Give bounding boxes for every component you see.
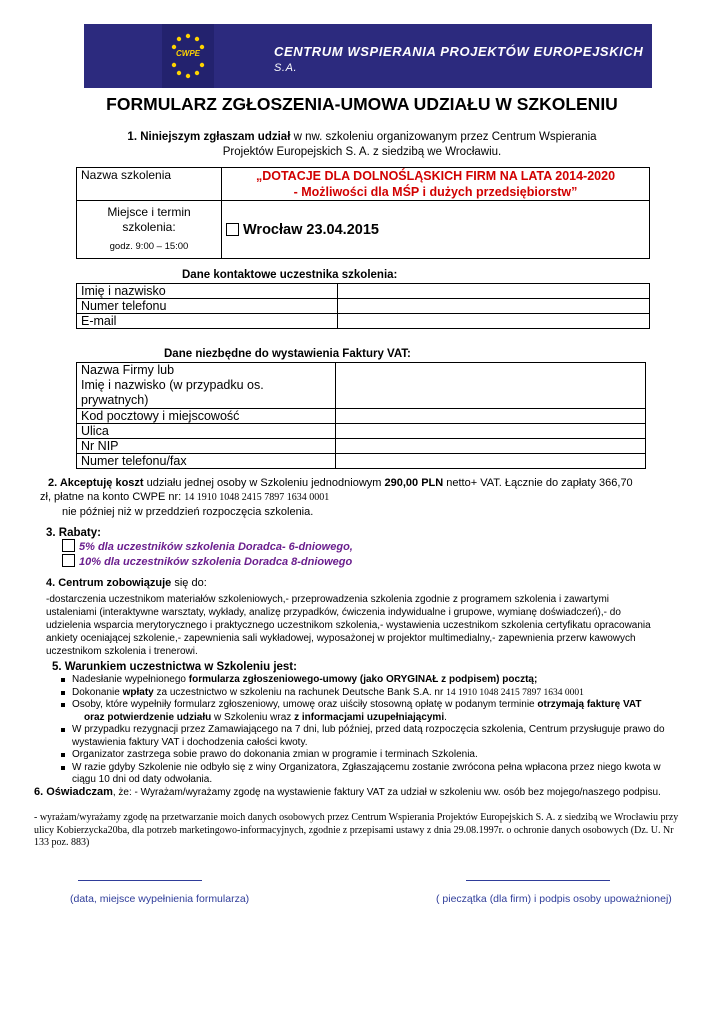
declaration-text: , że: - Wyrażam/wyrażamy zgodę na wystawienie faktury VAT za udział w szkoleniu ww. osób bez mojego/naszego podpisu. <box>112 787 661 798</box>
contact-input-name[interactable] <box>338 284 650 299</box>
invoice-company-line3: prywatnych) <box>81 393 149 407</box>
training-place-label-cell <box>77 201 222 259</box>
section-3-discounts <box>46 527 353 569</box>
conditions-list <box>58 674 686 787</box>
condition-2-text2: za uczestnictwo w szkoleniu na rachunek Deutsche Bank S.A. nr <box>153 686 447 698</box>
training-name-label: Nazwa szkolenia <box>77 168 222 201</box>
condition-2-text: Dokonanie <box>72 686 123 698</box>
invoice-label-postal: Kod pocztowy i miejscowość <box>77 409 336 424</box>
section-2-cost <box>40 476 690 519</box>
discount-10-checkbox[interactable] <box>62 554 75 567</box>
intro-line2: Projektów Europejskich S. A. z siedzibą we Wrocławiu. <box>222 146 502 158</box>
conditions-heading: 5. Warunkiem uczestnictwa w Szkoleniu jest: <box>52 661 297 673</box>
invoice-table <box>76 362 646 469</box>
condition-1-bold: formularza zgłoszeniowego-umowy (jako ORYGINAŁ z podpisem) pocztą; <box>188 674 538 685</box>
invoice-heading: Dane niezbędne do wystawienia Faktury VAT: <box>164 348 411 360</box>
condition-3-dot: . <box>444 711 447 723</box>
condition-3-text: Osoby, które wypełniły formularz zgłoszeniowy, umowę oraz uiściły stosowną opłatę w podanym terminie <box>72 699 538 710</box>
obligations-line3: udzielenia wsparcia merytorycznego i praktycznego uczestnikom szkolenia,- wystawienia uczestnikom szkolenia certyfikatu opracowania <box>46 620 651 631</box>
condition-4-text: W przypadku rezygnacji przez Zamawiającego na 7 dni, lub później, przed datą rozpoczęcia szkolenia, Centrum przysługuje prawo do wystawienia faktury VAT i dochodzenia całości kwoty. <box>72 724 665 748</box>
contact-label-phone: Numer telefonu <box>77 299 338 314</box>
training-hours: godz. 9:00 – 15:00 <box>109 241 189 252</box>
place-checkbox[interactable] <box>226 223 239 236</box>
intro-line1: w nw. szkoleniu organizowanym przez Centrum Wspierania <box>290 131 597 143</box>
invoice-company-line2: Imię i nazwisko (w przypadku os. <box>81 378 264 392</box>
page-title: FORMULARZ ZGŁOSZENIA-UMOWA UDZIAŁU W SZKOLENIU <box>106 94 618 114</box>
condition-3-text2: w Szkoleniu wraz <box>211 711 295 723</box>
contact-input-email[interactable] <box>338 314 650 329</box>
training-name-value <box>222 168 650 201</box>
obligations-line2: ustaleniami (interaktywne warsztaty, wykłady, analizę przypadków, ćwiczenia indywidualne i grupowe, wymianę doświadczeń),- do <box>46 607 621 618</box>
cost-price: 290,00 PLN <box>384 477 444 489</box>
training-place-value: Wrocław 23.04.2015 <box>243 221 379 238</box>
invoice-input-nip[interactable] <box>336 439 646 454</box>
training-table <box>76 167 650 259</box>
data-consent-text: - wyrażam/wyrażamy zgodę na przetwarzanie moich danych osobowych przez Centrum Wspierania Projektów Europejskich S. A. z siedzibą we Wrocławiu przy ulicy Kobierzycka20ba, dla potrzeb marketingowo-informacyjnych, zgodnie z przepisami ustawy z dnia 29.08.1997r. o ochronie danych osobowych (Dz. U. Nr 133 poz. 883) <box>34 812 679 848</box>
signature-line-right[interactable] <box>466 880 610 881</box>
condition-1-text: Nadesłanie wypełnionego <box>72 674 189 685</box>
invoice-input-postal[interactable] <box>336 409 646 424</box>
section-6-declaration <box>34 786 688 800</box>
contact-heading: Dane kontaktowe uczestnika szkolenia: <box>182 269 398 281</box>
company-title: CENTRUM WSPIERANIA PROJEKTÓW EUROPEJSKICH <box>274 44 644 59</box>
training-name-line2: - Możliwości dla MŚP i dużych przedsiębiorstw” <box>293 185 578 199</box>
company-suffix: S.A. <box>274 62 298 74</box>
invoice-input-phone[interactable] <box>336 454 646 469</box>
signature-caption-right: ( pieczątka (dla firm) i podpis osoby upoważnionej) <box>436 893 672 905</box>
condition-item <box>72 724 686 749</box>
contact-label-name: Imię i nazwisko <box>77 284 338 299</box>
contact-input-phone[interactable] <box>338 299 650 314</box>
cost-line3: nie później niż w przeddzień rozpoczęcia szkolenia. <box>62 506 314 518</box>
declaration-bold: 6. Oświadczam <box>34 786 113 798</box>
company-name <box>274 44 652 74</box>
invoice-label-nip: Nr NIP <box>77 439 336 454</box>
signature-caption-left: (data, miejsce wypełnienia formularza) <box>70 893 250 905</box>
obligations-bold: 4. Centrum zobowiązuje <box>46 577 172 589</box>
condition-3-bold2: oraz potwierdzenie udziału <box>84 711 212 723</box>
bank-account-number: 14 1910 1048 2415 7897 1634 0001 <box>446 687 584 698</box>
cwpe-logo <box>162 24 214 88</box>
condition-item <box>72 674 686 687</box>
training-place-value-cell <box>222 201 650 259</box>
condition-6-text: W razie gdyby Szkolenie nie odbyło się z winy Organizatora, Zgłaszającemu zostanie zwrócona pełna wpłacona przez niego kwota w ciągu 10 dni od daty odwołania. <box>72 761 661 785</box>
obligations-line1: -dostarczenia uczestnikom materiałów szkoleniowych,- przeprowadzenia szkolenia zgodnie z programem szkolenia i zawartymi <box>46 594 610 605</box>
invoice-input-company[interactable] <box>336 363 646 409</box>
cost-text1: udziału jednej osoby w Szkoleniu jednodniowym <box>143 477 385 489</box>
invoice-label-street: Ulica <box>77 424 336 439</box>
invoice-input-street[interactable] <box>336 424 646 439</box>
condition-item <box>72 699 686 724</box>
cwpe-account-number: 14 1910 1048 2415 7897 1634 0001 <box>184 492 330 503</box>
discounts-heading: 3. Rabaty: <box>46 527 101 539</box>
cost-line2: zł, płatne na konto CWPE nr: <box>40 491 185 503</box>
cost-text2: netto+ VAT. Łącznie do zapłaty 366,70 <box>443 477 633 489</box>
logo-text: CWPE <box>176 49 200 58</box>
condition-item <box>72 749 686 762</box>
condition-3-bold3: z informacjami uzupełniającymi <box>294 711 445 723</box>
obligations-line4: ankiety oceniającej szkolenie,- zapewnienia sali wykładowej, wyposażonej w projektor multimedialny,- zapewnienia przerw kawowych <box>46 633 636 644</box>
cost-bold: 2. Akceptuję koszt <box>48 477 144 489</box>
obligations-rest: się do: <box>171 577 207 589</box>
training-place-label: Miejsce i termin szkolenia: <box>107 205 191 234</box>
intro-bold: 1. Niniejszym zgłaszam udział <box>127 131 291 143</box>
invoice-label-company <box>77 363 336 409</box>
section-4-heading <box>46 576 207 590</box>
contact-table <box>76 283 650 329</box>
obligations-text <box>46 593 690 658</box>
condition-item <box>72 762 686 787</box>
invoice-label-phone: Numer telefonu/fax <box>77 454 336 469</box>
obligations-line5: uczestnikom szkolenia i trenerowi. <box>46 646 198 657</box>
invoice-company-line1: Nazwa Firmy lub <box>81 363 175 377</box>
signature-line-left[interactable] <box>78 880 202 881</box>
intro-text <box>0 130 724 160</box>
header-banner <box>84 24 652 88</box>
condition-3-bold: otrzymają fakturę VAT <box>537 699 642 710</box>
discount-5-checkbox[interactable] <box>62 539 75 552</box>
condition-item <box>72 687 686 700</box>
discount-5-label: 5% dla uczestników szkolenia Doradca- 6-dniowego, <box>79 541 353 553</box>
contact-label-email: E-mail <box>77 314 338 329</box>
discount-10-label: 10% dla uczestników szkolenia Doradca 8-dniowego <box>79 556 353 568</box>
training-name-line1: „DOTACJE DLA DOLNOŚLĄSKICH FIRM NA LATA 2014-2020 <box>255 169 616 183</box>
condition-2-bold: wpłaty <box>122 686 154 698</box>
condition-5-text: Organizator zastrzega sobie prawo do dokonania zmian w programie i terminach Szkolenia. <box>72 749 478 760</box>
